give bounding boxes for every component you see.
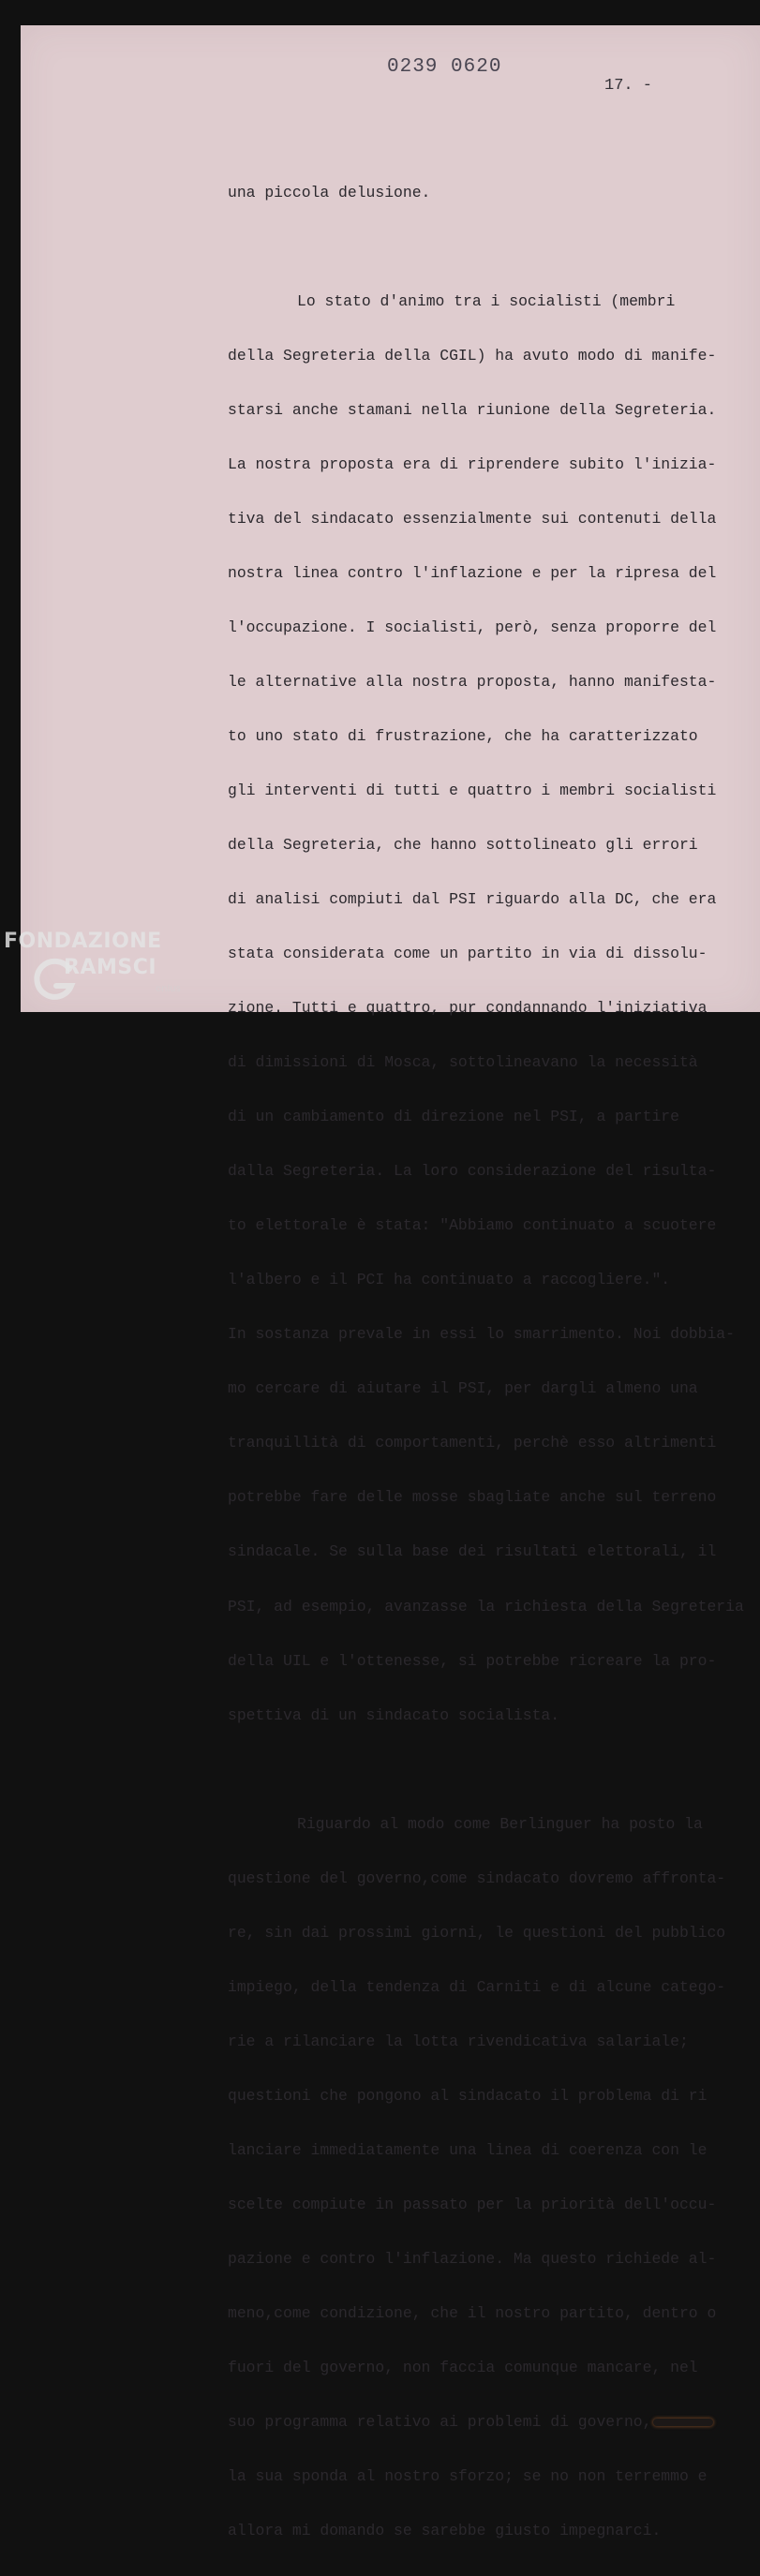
text-line: Lo stato d'animo tra i socialisti (membri: [297, 291, 676, 310]
text-line: to uno stato di frustrazione, che ha caratterizzato: [228, 727, 698, 745]
watermark-line2: RAMSCI: [64, 956, 157, 979]
fondazione-gramsci-watermark: [4, 928, 191, 1012]
text-line: l'albero e il PCI ha continuato a raccogliere.".: [228, 1271, 671, 1289]
typewritten-body: [228, 147, 758, 2576]
text-line: mo cercare di aiutare il PSI, per dargli almeno una: [228, 1379, 698, 1398]
text-line: nostra linea contro l'inflazione e per la ripresa del: [228, 563, 717, 582]
text-line: impiego, della tendenza di Carniti e di alcune catego-: [228, 1977, 726, 1996]
text-line: fuori del governo, non faccia comunque mancare, nel: [228, 2358, 698, 2376]
text-line: stata considerata come un partito in via di dissolu-: [228, 945, 708, 963]
text-line: In sostanza prevale in essi lo smarrimento. Noi dobbia-: [228, 1325, 735, 1344]
text-line-with-redaction: [228, 2413, 758, 2431]
document-page: [21, 25, 760, 2540]
text-line: di analisi compiuti dal PSI riguardo alla DC, che era: [228, 890, 717, 909]
text-line: starsi anche stamani nella riunione della Segreteria.: [228, 400, 717, 419]
text-line: della UIL e l'ottenesse, si potrebbe ricreare la pro-: [228, 1651, 717, 1670]
text-line: una piccola delusione.: [228, 183, 431, 201]
text-line: re, sin dai prossimi giorni, le questioni del pubblico: [228, 1923, 726, 1942]
archive-number: 0239 0620: [387, 56, 502, 78]
text-line-content: suo programma relativo ai problemi di governo,: [228, 2412, 652, 2431]
text-line: dalla Segreteria. La loro considerazione del risulta-: [228, 1162, 717, 1181]
paragraph-gap: [228, 238, 758, 256]
text-line: spettiva di un sindacato socialista.: [228, 1705, 560, 1724]
text-line: allora mi domando se sarebbe giusto impegnarci.: [228, 2522, 662, 2540]
text-line: Riguardo al modo come Berlinguer ha posto la: [297, 1814, 703, 1833]
text-line: potrebbe fare delle mosse sbagliate anche sul terreno: [228, 1488, 717, 1507]
text-line: della Segreteria della CGIL) ha avuto modo di manife-: [228, 346, 717, 365]
text-line: di un cambiamento di direzione nel PSI, a partire: [228, 1108, 679, 1126]
text-line: PSI, ad esempio, avanzasse la richiesta della Segreteria: [228, 1597, 744, 1616]
text-line: l'occupazione. I socialisti, però, senza proporre del: [228, 618, 717, 636]
text-line: La nostra proposta era di riprendere subito l'inizia-: [228, 454, 717, 473]
text-line: la sua sponda al nostro sforzo; se no non terremmo e: [228, 2467, 708, 2485]
text-line: rie a rilanciare la lotta rivendicativa salariale;: [228, 2032, 689, 2050]
text-line: questione del governo,come sindacato dovremo affronta-: [228, 1869, 726, 1887]
text-line: le alternative alla nostra proposta, hanno manifesta-: [228, 672, 717, 691]
text-line: zione. Tutti e quattro, pur condannando l'iniziativa: [228, 999, 708, 1018]
text-line: tranquillità di comportamenti, perchè esso altrimenti: [228, 1434, 717, 1452]
text-line: scelte compiute in passato per la priorità dell'occu-: [228, 2195, 717, 2213]
text-line: gli interventi di tutti e quattro i membri socialisti: [228, 782, 717, 800]
watermark-line1: FONDAZIONE: [4, 930, 162, 953]
watermark-onlus: onlus: [156, 984, 181, 994]
paragraph-gap: [228, 1761, 758, 1779]
text-line: to elettorale è stata: "Abbiamo continuato a scuotere: [228, 1216, 717, 1235]
text-line: di dimissioni di Mosca, sottolineavano la necessità: [228, 1053, 698, 1072]
text-line: pazione e contro l'inflazione. Ma questo richiede al-: [228, 2249, 717, 2268]
text-line: questioni che pongono al sindacato il problema di ri: [228, 2086, 708, 2105]
page-number: 17. -: [604, 77, 653, 95]
text-line: della Segreteria, che hanno sottolineato gli errori: [228, 836, 698, 855]
text-line: sindacale. Se sulla base dei risultati elettorali, il: [228, 1542, 717, 1561]
text-line: tiva del sindacato essenzialmente sui contenuti della: [228, 509, 717, 528]
text-line: meno,come condizione, che il nostro partito, dentro o: [228, 2303, 717, 2322]
text-line: lanciare immediatamente una linea di coerenza con le: [228, 2140, 708, 2159]
redaction-mark: [653, 2419, 713, 2426]
